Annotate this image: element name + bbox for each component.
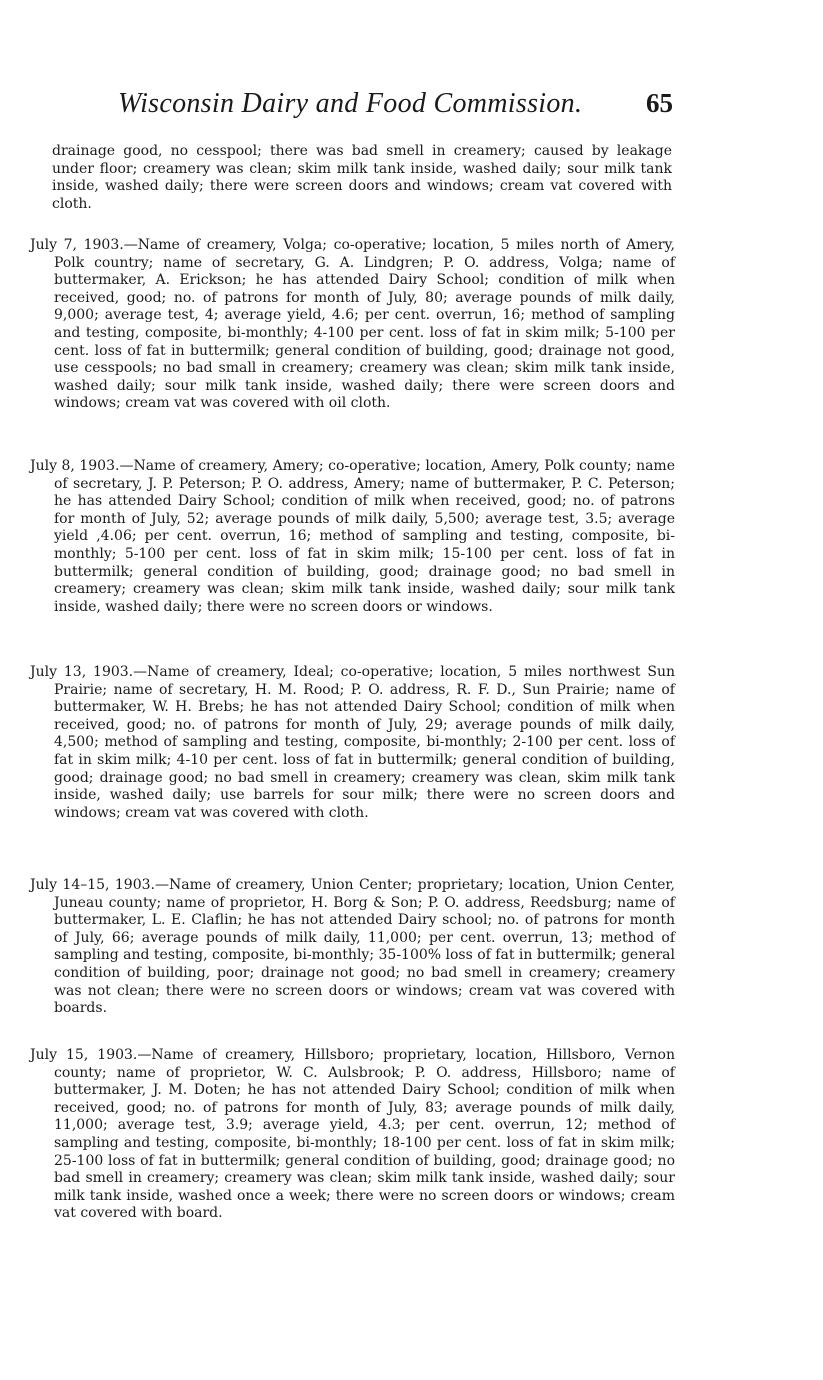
creamery-entry-hillsboro — [30, 1047, 675, 1223]
entry-text: drainage good, no cesspool; there was bad smell in creamery; caused by leakage under floor; creamery was clean; skim milk tank inside, washed daily; sour milk tank inside, washed daily; there were screen doors and windows; cream vat covered with cloth. — [52, 143, 672, 212]
entry-date: July 13, 1903. — [30, 664, 134, 680]
entry-date: July 7, 1903. — [30, 237, 124, 253]
creamery-entry-ideal — [30, 664, 675, 822]
entry-text: —Name of creamery, Hillsboro; proprietary, location, Hillsboro, Vernon county; name of proprietor, W. C. Aulsbrook; P. O. address, Hillsboro; name of buttermaker, J. M. Doten; he has not attended Dairy School; condition of milk when received, good; no. of patrons for month of July, 83; average pounds of milk daily, 11,000; average test, 3.9; average yield, 4.3; per cent. overrun, 12; method of sampling and testing, composite, bi-monthly; 18-100 per cent. loss of fat in skim milk; 25-100 loss of fat in buttermilk; general condition of building, good; drainage good; no bad smell in creamery; creamery was clean; skim milk tank inside, washed daily; sour milk tank inside, washed once a week; there were no screen doors or windows; cream vat covered with board. — [54, 1047, 676, 1222]
entry-date: July 14–15, 1903. — [30, 877, 155, 893]
creamery-entry-union-center — [30, 877, 675, 1018]
entry-text: —Name of creamery, Ideal; co-operative; location, 5 miles northwest Sun Prairie; name of secretary, H. M. Rood; P. O. address, R. F. D., Sun Prairie; name of buttermaker, W. H. Brebs; he has not attended Dairy School; condition of milk when received, good; no. of patrons for month of July, 29; average pounds of milk daily, 4,500; method of sampling and testing, composite, bi-monthly; 2-100 per cent. loss of fat in skim milk; 4-10 per cent. loss of fat in buttermilk; general condition of building, good; drainage good; no bad smell in creamery; creamery was clean, skim milk tank inside, washed daily; use barrels for sour milk; there were no screen doors and windows; cream vat was covered with cloth. — [54, 664, 676, 821]
creamery-entry-amery — [30, 458, 675, 616]
continuation-paragraph — [52, 143, 672, 213]
page-number: 65 — [646, 88, 673, 118]
entry-text: —Name of creamery, Volga; co-operative; location, 5 miles north of Amery, Polk country; name of secretary, G. A. Lindgren; P. O. address, Volga; name of buttermaker, A. Erickson; he has attended Dairy School; condition of milk when received, good; no. of patrons for month of July, 80; average pounds of milk daily, 9,000; average test, 4; average yield, 4.6; per cent. overrun, 16; method of sampling and testing, composite, bi-monthly; 4-100 per cent. loss of fat in skim milk; 5-100 per cent. loss of fat in buttermilk; general condition of building, good; drainage not good, use cesspools; no bad small in creamery; creamery was clean; skim milk tank inside, washed daily; sour milk tank inside, washed daily; there were screen doors and windows; cream vat was covered with oil cloth. — [54, 237, 675, 412]
entry-date: July 8, 1903. — [30, 458, 120, 474]
page-header — [118, 88, 673, 128]
creamery-entry-volga — [30, 237, 675, 413]
entry-text: —Name of creamery, Union Center; proprietary; location, Union Center, Juneau county; name of proprietor, H. Borg & Son; P. O. address, Reedsburg; name of buttermaker, L. E. Claflin; he has not attended Dairy school; no. of patrons for month of July, 66; average pounds of milk daily, 11,000; per cent. overrun, 13; method of sampling and testing, composite, bi-monthly; 35-100% loss of fat in buttermilk; general condition of building, poor; drainage not good; no bad smell in creamery; creamery was not clean; there were no screen doors or windows; cream vat was covered with boards. — [54, 877, 676, 1017]
entry-text: —Name of creamery, Amery; co-operative; location, Amery, Polk county; name of secretary, J. P. Peterson; P. O. address, Amery; name of buttermaker, P. C. Peterson; he has attended Dairy School; condition of milk when received, good; no. of patrons for month of July, 52; average pounds of milk daily, 5,500; average test, 3.5; average yield ,4.06; per cent. overrun, 16; method of sampling and testing, composite, bi-monthly; 5-100 per cent. loss of fat in skim milk; 15-100 per cent. loss of fat in buttermilk; general condition of building, good; drainage good; no bad smell in creamery; creamery was clean; skim milk tank inside, washed daily; sour milk tank inside, washed daily; there were no screen doors or windows. — [54, 458, 675, 615]
running-title: Wisconsin Dairy and Food Commission. — [118, 88, 583, 119]
entry-date: July 15, 1903. — [30, 1047, 138, 1063]
